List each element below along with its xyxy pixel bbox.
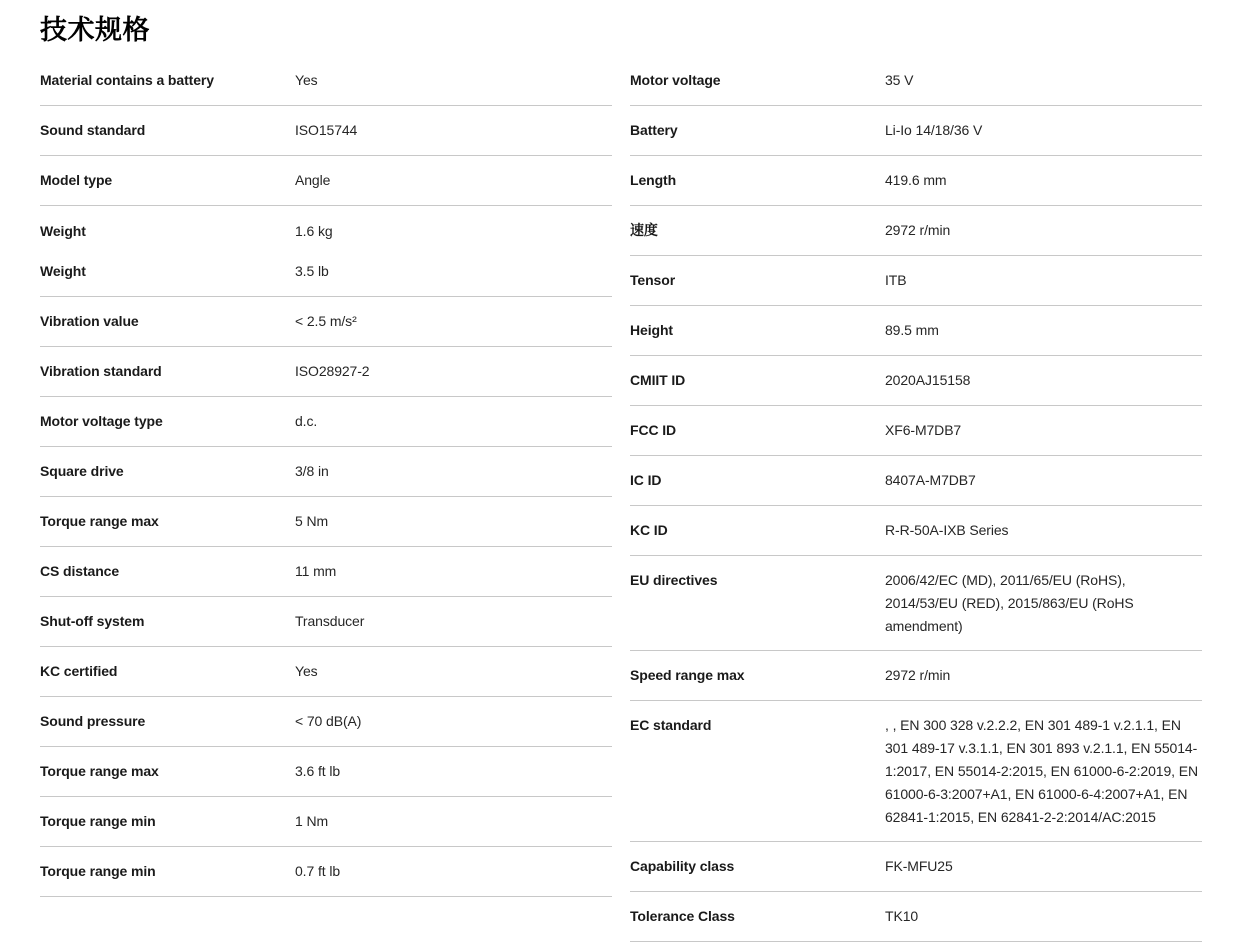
spec-value: Yes (295, 663, 318, 679)
spec-value: XF6-M7DB7 (885, 422, 962, 438)
spec-value: 2972 r/min (885, 667, 951, 683)
specs-column-right (630, 56, 1202, 942)
spec-row (40, 297, 612, 347)
spec-pair (630, 714, 1202, 829)
spec-row (630, 842, 1202, 892)
spec-label: FCC ID (630, 422, 677, 438)
spec-label: Length (630, 172, 677, 188)
spec-pair (40, 860, 612, 883)
spec-value: < 2.5 m/s² (295, 313, 357, 329)
spec-pair (40, 169, 612, 192)
spec-pair (630, 419, 1202, 442)
spec-label: Sound standard (40, 122, 146, 138)
spec-pair (40, 560, 612, 583)
spec-row (630, 306, 1202, 356)
spec-pair (40, 251, 612, 291)
spec-label: Tolerance Class (630, 908, 735, 924)
spec-label: Torque range max (40, 763, 159, 779)
spec-pair (40, 510, 612, 533)
spec-label: 速度 (630, 222, 658, 238)
spec-value: Yes (295, 72, 318, 88)
spec-pair (630, 519, 1202, 542)
spec-row (630, 56, 1202, 106)
spec-value: 2006/42/EC (MD), 2011/65/EU (RoHS), 2014/53/EU (RED), 2015/863/EU (RoHS amendment) (885, 572, 1134, 634)
spec-row (40, 156, 612, 206)
spec-pair (630, 664, 1202, 687)
spec-label: Vibration standard (40, 363, 162, 379)
spec-label: Torque range max (40, 513, 159, 529)
spec-pair (40, 460, 612, 483)
spec-pair (630, 269, 1202, 292)
spec-row (40, 56, 612, 106)
spec-row (630, 651, 1202, 701)
spec-label: Motor voltage type (40, 413, 163, 429)
spec-value: 5 Nm (295, 513, 329, 529)
spec-value: 419.6 mm (885, 172, 947, 188)
spec-value: , , EN 300 328 v.2.2.2, EN 301 489-1 v.2.1.1, EN 301 489-17 v.3.1.1, EN 301 893 v.2.1.1, EN 55014-1:2017, EN 55014-2:2015, EN 61000-6-2:2019, EN 61000-6-3:2007+A1, EN 61000-6-4:2007+A1, EN 62841-1:2015, EN 62841-2-2:2014/AC:2015 (885, 717, 1198, 825)
spec-label: Weight (40, 222, 86, 239)
spec-pair (40, 760, 612, 783)
spec-value: 89.5 mm (885, 322, 939, 338)
spec-value: < 70 dB(A) (295, 713, 362, 729)
spec-value: 0.7 ft lb (295, 863, 341, 879)
spec-label: Motor voltage (630, 72, 721, 88)
spec-label: Torque range min (40, 863, 156, 879)
spec-pair (630, 169, 1202, 192)
spec-pair (40, 310, 612, 333)
spec-label: Torque range min (40, 813, 156, 829)
spec-pair (40, 119, 612, 142)
spec-pair (630, 219, 1202, 242)
spec-label: Sound pressure (40, 713, 146, 729)
spec-row (630, 256, 1202, 306)
spec-pair (40, 410, 612, 433)
spec-value: FK-MFU25 (885, 858, 953, 874)
spec-value: 3.5 lb (295, 262, 329, 279)
spec-value: R-R-50A-IXB Series (885, 522, 1009, 538)
spec-value: 3/8 in (295, 463, 329, 479)
spec-grid (40, 56, 1202, 942)
spec-row (40, 747, 612, 797)
spec-pair (630, 855, 1202, 878)
spec-value: Angle (295, 172, 331, 188)
spec-label: IC ID (630, 472, 662, 488)
spec-label: Height (630, 322, 673, 338)
spec-row (40, 106, 612, 156)
spec-value: 8407A-M7DB7 (885, 472, 976, 488)
spec-row (40, 447, 612, 497)
spec-label: Material contains a battery (40, 72, 214, 88)
spec-row (40, 547, 612, 597)
spec-label: Battery (630, 122, 678, 138)
spec-pair (40, 710, 612, 733)
spec-value: TK10 (885, 908, 919, 924)
spec-row (40, 797, 612, 847)
spec-pair (630, 369, 1202, 392)
specs-column-left (40, 56, 612, 897)
spec-row (630, 701, 1202, 842)
spec-pair (630, 119, 1202, 142)
spec-value: ISO28927-2 (295, 363, 370, 379)
spec-row (630, 506, 1202, 556)
spec-label: EU directives (630, 572, 718, 588)
spec-label: KC certified (40, 663, 118, 679)
spec-value: d.c. (295, 413, 318, 429)
spec-value: 1.6 kg (295, 222, 333, 239)
spec-value: ISO15744 (295, 122, 358, 138)
spec-value: Li-Io 14/18/36 V (885, 122, 983, 138)
spec-pair (630, 905, 1202, 928)
spec-label: CMIIT ID (630, 372, 686, 388)
spec-value: 35 V (885, 72, 914, 88)
spec-pair (40, 610, 612, 633)
spec-value: Transducer (295, 613, 365, 629)
spec-row (40, 647, 612, 697)
spec-row (630, 356, 1202, 406)
spec-row (630, 206, 1202, 256)
spec-label: EC standard (630, 717, 712, 733)
spec-pair (630, 469, 1202, 492)
spec-pair (630, 319, 1202, 342)
spec-row (630, 456, 1202, 506)
spec-row (630, 556, 1202, 651)
spec-value: 11 mm (295, 563, 337, 579)
spec-value: 3.6 ft lb (295, 763, 341, 779)
spec-row (40, 397, 612, 447)
spec-pair (630, 569, 1202, 638)
spec-row (630, 156, 1202, 206)
spec-label: Tensor (630, 272, 676, 288)
spec-pair (40, 660, 612, 683)
spec-row (40, 847, 612, 897)
spec-value: 2972 r/min (885, 222, 951, 238)
spec-pair (630, 69, 1202, 92)
spec-row (630, 406, 1202, 456)
page-title: 技术规格 (40, 15, 150, 45)
spec-label: Model type (40, 172, 113, 188)
spec-label: Speed range max (630, 667, 745, 683)
spec-row (40, 697, 612, 747)
spec-label: Weight (40, 262, 86, 279)
spec-row (630, 106, 1202, 156)
spec-pair (40, 69, 612, 92)
spec-value: 1 Nm (295, 813, 329, 829)
spec-pair (40, 360, 612, 383)
spec-value: 2020AJ15158 (885, 372, 971, 388)
spec-label: Vibration value (40, 313, 139, 329)
spec-label: KC ID (630, 522, 668, 538)
spec-row (40, 497, 612, 547)
spec-row (40, 347, 612, 397)
spec-pair (40, 810, 612, 833)
spec-row (40, 206, 612, 297)
spec-pair (40, 211, 612, 251)
spec-row (40, 597, 612, 647)
spec-value: ITB (885, 272, 907, 288)
spec-label: Shut-off system (40, 613, 145, 629)
spec-label: Square drive (40, 463, 124, 479)
spec-label: CS distance (40, 563, 120, 579)
spec-label: Capability class (630, 858, 735, 874)
